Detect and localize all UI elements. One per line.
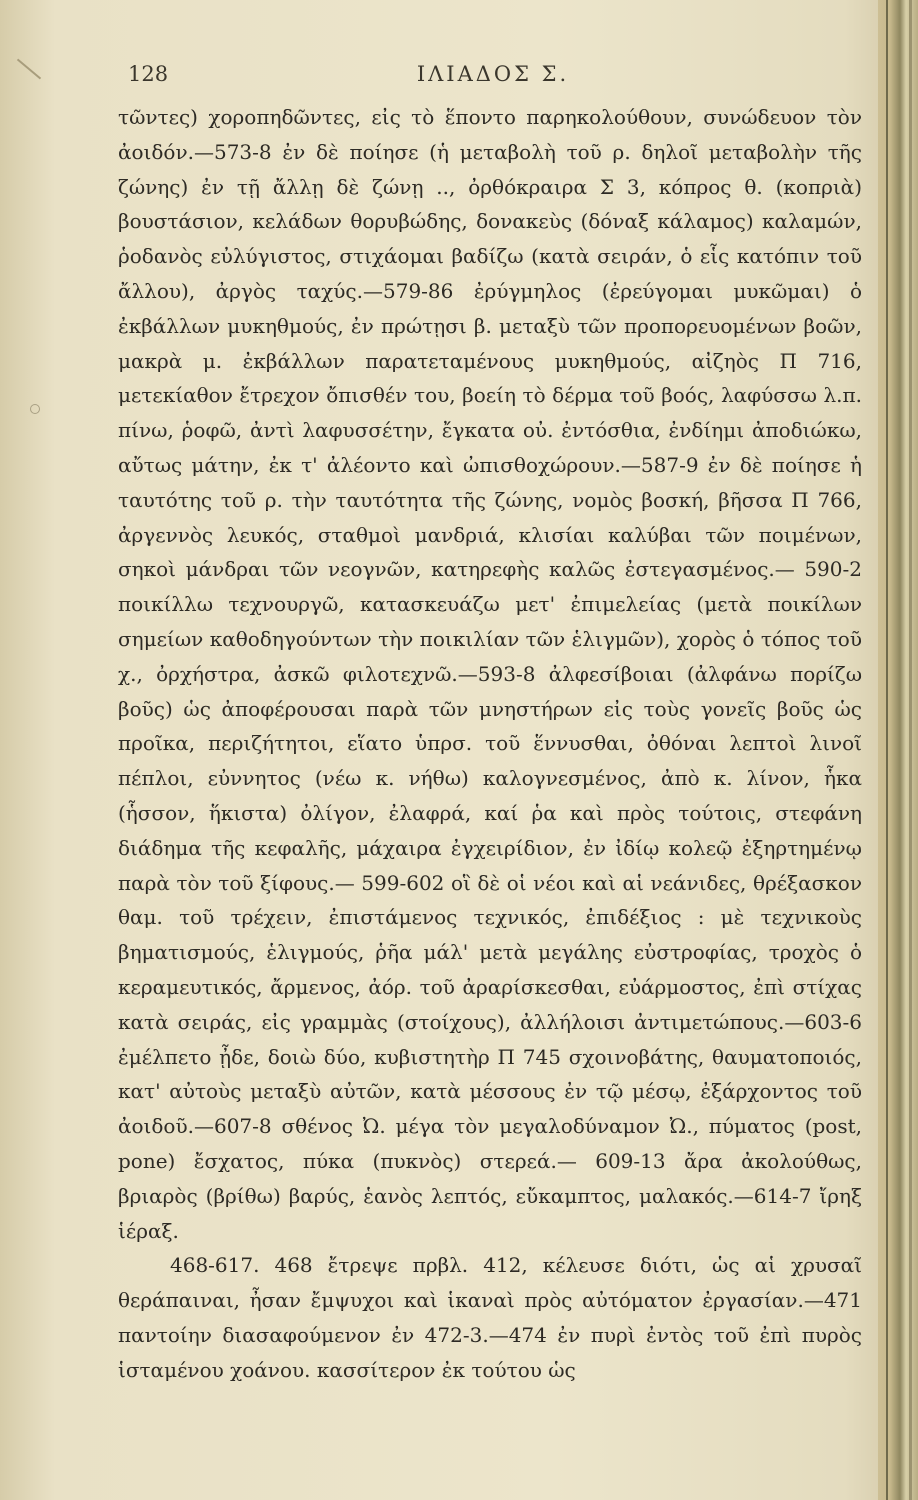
book-edge-line — [886, 0, 888, 1500]
binding-hole — [30, 404, 40, 414]
book-edge — [878, 0, 918, 1500]
book-edge-shadow — [909, 0, 912, 1500]
page-fold-mark — [17, 59, 41, 80]
paragraph-1: τῶντες) χοροπηδῶντες, εἰς τὸ ἕποντο παρηκολούθουν, συνώδευον τὸν ἀοιδόν.—573-8 ἐν δὲ ποίησε (ἡ μεταβολὴ τοῦ ρ. δηλοῖ μεταβολὴν τῆς ζώνης) ἐν τῇ ἄλλῃ δὲ ζώνῃ .., ὀρθόκραιρα Σ 3, κόπρος θ. (κοπριὰ) βουστάσιον, κελάδων θορυβώδης, δονακεὺς (δόναξ κάλαμος) καλαμών, ῥοδανὸς εὐλύγιστος, στιχάομαι βαδίζω (κατὰ σειράν, ὁ εἷς κατόπιν τοῦ ἄλλου), ἀργὸς ταχύς.—579-86 ἐρύγμηλος (ἐρεύγομαι μυκῶμαι) ὁ ἐκβάλλων μυκηθμούς, ἐν πρώτῃσι β. μεταξὺ τῶν προπορευομένων βοῶν, μακρὰ μ. ἐκβάλλων παρατεταμένους μυκηθμούς, αἰζηὸς Π 716, μετεκίαθον ἔτρεχον ὄπισθέν του, βοείη τὸ δέρμα τοῦ βοός, λαφύσσω λ.π. πίνω, ῥοφῶ, ἀντὶ λαφυσσέτην, ἔγκατα οὐ. ἐντόσθια, ἐνδίημι ἀποδιώκω, αὔτως μάτην, ἐκ τ' ἀλέοντο καὶ ὠπισθοχώρουν.—587-9 ἐν δὲ ποίησε ἡ ταυτότης τοῦ ρ. τὴν ταυτότητα τῆς ζώνης, νομὸς βοσκή, βῆσσα Π 766, ἀργεννὸς λευκός, σταθμοὶ μανδριά, κλισίαι καλύβαι τῶν ποιμένων, σηκοὶ μάνδραι τῶν νεογνῶν, κατηρεφὴς καλῶς ἐστεγασμένος.— 590-2 ποικίλλω τεχνουργῶ, κατασκευάζω μετ' ἐπιμελείας (μετὰ ποικίλων σημείων καθοδηγούντων τὴν ποικιλίαν τῶν ἑλιγμῶν), χορὸς ὁ τόπος τοῦ χ., ὀρχήστρα, ἀσκῶ φιλοτεχνῶ.—593-8 ἀλφεσίβοιαι (ἀλφάνω πορίζω βοῦς) ὡς ἀποφέρουσαι παρὰ τῶν μνηστήρων εἰς τοὺς γονεῖς βοῦς ὡς προῖκα, περιζήτητοι, εἵατο ὑπρσ. τοῦ ἕννυσθαι, ὀθόναι λεπτοὶ λινοῖ πέπλοι, εὐννητος (νέω κ. νήθω) καλογνεσμένος, ἀπὸ κ. λίνον, ἧκα (ἧσσον, ἥκιστα) ὀλίγον, ἐλαφρά, καί ῥα καὶ πρὸς τούτοις, στεφάνη διάδημα τῆς κεφαλῆς, μάχαιρα ἐγχειρίδιον, ἐν ἰδίῳ κολεῷ ἐξηρτημένῳ παρὰ τὸν τοῦ ξίφους.— 599-602 οἳ δὲ οἱ νέοι καὶ αἱ νεάνιδες, θρέξασκον θαμ. τοῦ τρέχειν, ἐπιστάμενος τεχνικός, ἐπιδέξιος : μὲ τεχνικοὺς βηματισμούς, ἑλιγμούς, ῥῆα μάλ' μετὰ μεγάλης εὐστροφίας, τροχὸς ὁ κεραμευτικός, ἄρμενος, ἀόρ. τοῦ ἀραρίσκεσθαι, εὐάρμοστος, ἐπὶ στίχας κατὰ σειράς, εἰς γραμμὰς (στοίχους), ἀλλήλοισι ἀντιμετώπους.—603-6 ἐμέλπετο ᾖδε, δοιὼ δύο, κυβιστητὴρ Π 745 σχοινοβάτης, θαυματοποιός, κατ' αὐτοὺς μεταξὺ αὐτῶν, κατὰ μέσσους ἐν τῷ μέσῳ, ἐξάρχοντος τοῦ ἀοιδοῦ.—607-8 σθένος Ὠ. μέγα τὸν μεγαλοδύναμον Ὠ., πύματος (post, pone) ἔσχατος, πύκα (πυκνὸς) στερεά.— 609-13 ἄρα ἀκολούθως, βριαρὸς (βρίθω) βαρύς, ἑανὸς λεπτός, εὔκαμπτος, μαλακός.—614-7 ἴρηξ ἱέραξ. — [118, 105, 862, 1243]
page-number: 128 — [128, 62, 169, 86]
paragraph-2: 468-617. 468 ἔτρεψε πρβλ. 412, κέλευσε διότι, ὡς αἱ χρυσαῖ θεράπαιναι, ἦσαν ἔμψυχοι καὶ ἱκαναὶ πρὸς αὐτόματον ἐργασίαν.—471 παντοίην διασαφούμενον ἐν 472-3.—474 ἐν πυρὶ ἐντὸς τοῦ ἐπὶ πυρὸς ἱσταμένου χοάνου. κασσίτερον ἐκ τούτου ὡς — [118, 1253, 862, 1382]
page-header — [128, 58, 858, 94]
commentary-text — [118, 100, 862, 1387]
running-head: ΙΛΙΑΔΟΣ Σ. — [416, 62, 570, 86]
